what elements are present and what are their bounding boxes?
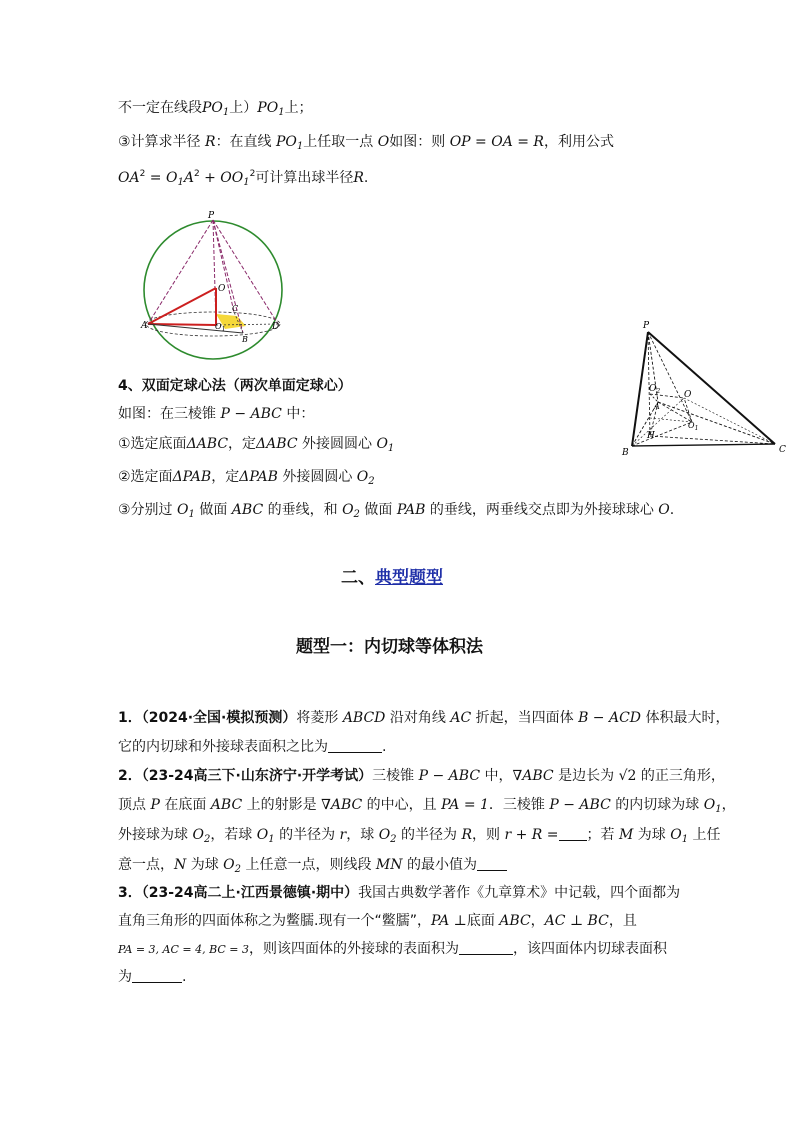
question-2-line-3: 外接球为球 $O_2$，若球 $O_1$ 的半径为 r，球 $O_2$ 的半径为 R，则 r + R = ；若 M 为球 $O_1$ 上任 (118, 827, 721, 845)
answer-blank[interactable] (328, 738, 382, 753)
section-4-step-1: ①选定底面ΔABC，定ΔABC 外接圆圆心 $O_1$ (118, 436, 395, 454)
question-1-line-1: 1．（2024·全国·模拟预测）将菱形 ABCD 沿对角线 AC 折起，当四面体 B − ACD 体积最大时， (118, 710, 730, 726)
label-B: B (242, 335, 248, 344)
answer-blank[interactable] (477, 856, 507, 871)
answer-blank[interactable] (559, 826, 587, 841)
sphere-figure (136, 208, 296, 368)
text-line-2: ③计算求半径 R：在直线 $PO_1$上任取一点 O如图：则 OP = OA = R，利用公式 (118, 134, 614, 152)
subheading: 题型一：内切球等体积法 (296, 637, 483, 657)
label-H: H (647, 431, 655, 441)
question-3-line-2: 直角三角形的四面体称之为鳖臑.现有一个“鳖臑”，PA ⊥底面 ABC，AC ⊥ BC，且 (118, 913, 637, 929)
tetrahedron-figure (612, 318, 794, 460)
section-4-intro: 如图：在三棱锥 P − ABC 中： (118, 406, 315, 422)
question-3-line-3: PA = 3, AC = 4, BC = 3，则该四面体的外接球的表面积为 ，该四面体内切球表面积 (118, 941, 668, 957)
question-3-line-1: 3．（23-24高二上·江西景德镇·期中）我国古典数学著作《九章算术》中记载，四个面都为 (118, 885, 681, 901)
question-2-line-1: 2．（23-24高三下·山东济宁·开学考试）三棱锥 P − ABC 中，∇ABC 是边长为 √2 的正三角形， (118, 768, 725, 784)
label-O1: $O_1$ (215, 322, 226, 333)
label-P2: P (643, 321, 650, 331)
answer-blank[interactable] (459, 940, 513, 955)
text-line-3: $OA^2 = O_1A^2 + OO_1^2$可计算出球半径R. (118, 169, 369, 188)
section-4-step-2: ②选定面ΔPAB，定ΔPAB 外接圆圆心 $O_2$ (118, 469, 375, 487)
label-C: C (232, 304, 239, 313)
label-B2: B (622, 448, 629, 458)
label-O-center: O (684, 390, 692, 400)
section-4-title: 4、双面定球心法（两次单面定球心） (118, 378, 352, 394)
section-4-step-3: ③分别过 $O_1$ 做面 ABC 的垂线，和 $O_2$ 做面 PAB 的垂线，两垂线交点即为外接球球心 O. (118, 502, 675, 520)
label-D: D (272, 322, 280, 332)
question-1-line-2: 它的内切球和外接球表面积之比为 . (118, 739, 387, 755)
question-2-line-4: 意一点，N 为球 $O_2$ 上任意一点，则线段 MN 的最小值为 (118, 855, 507, 880)
label-O: O (218, 284, 226, 294)
label-P: P (208, 211, 215, 221)
question-3-line-4: 为 . (118, 969, 187, 985)
label-O2: $O_2$ (649, 384, 661, 395)
question-2-line-2: 顶点 P 在底面 ABC 上的射影是 ∇ABC 的中心，且 PA = 1．三棱锥 P − ABC 的内切球为球 $O_1$， (118, 797, 736, 815)
label-O1-2: $O_1$ (688, 421, 699, 432)
label-A: A (141, 321, 148, 331)
answer-blank[interactable] (132, 968, 182, 983)
label-C2: C (779, 445, 786, 455)
section-heading: 二、典型题型 (341, 568, 443, 588)
text-line-1: 不一定在线段$PO_1$上）$PO_1$上； (118, 100, 313, 118)
label-A2: A (654, 402, 660, 411)
section-heading-link[interactable]: 典型题型 (375, 568, 443, 588)
